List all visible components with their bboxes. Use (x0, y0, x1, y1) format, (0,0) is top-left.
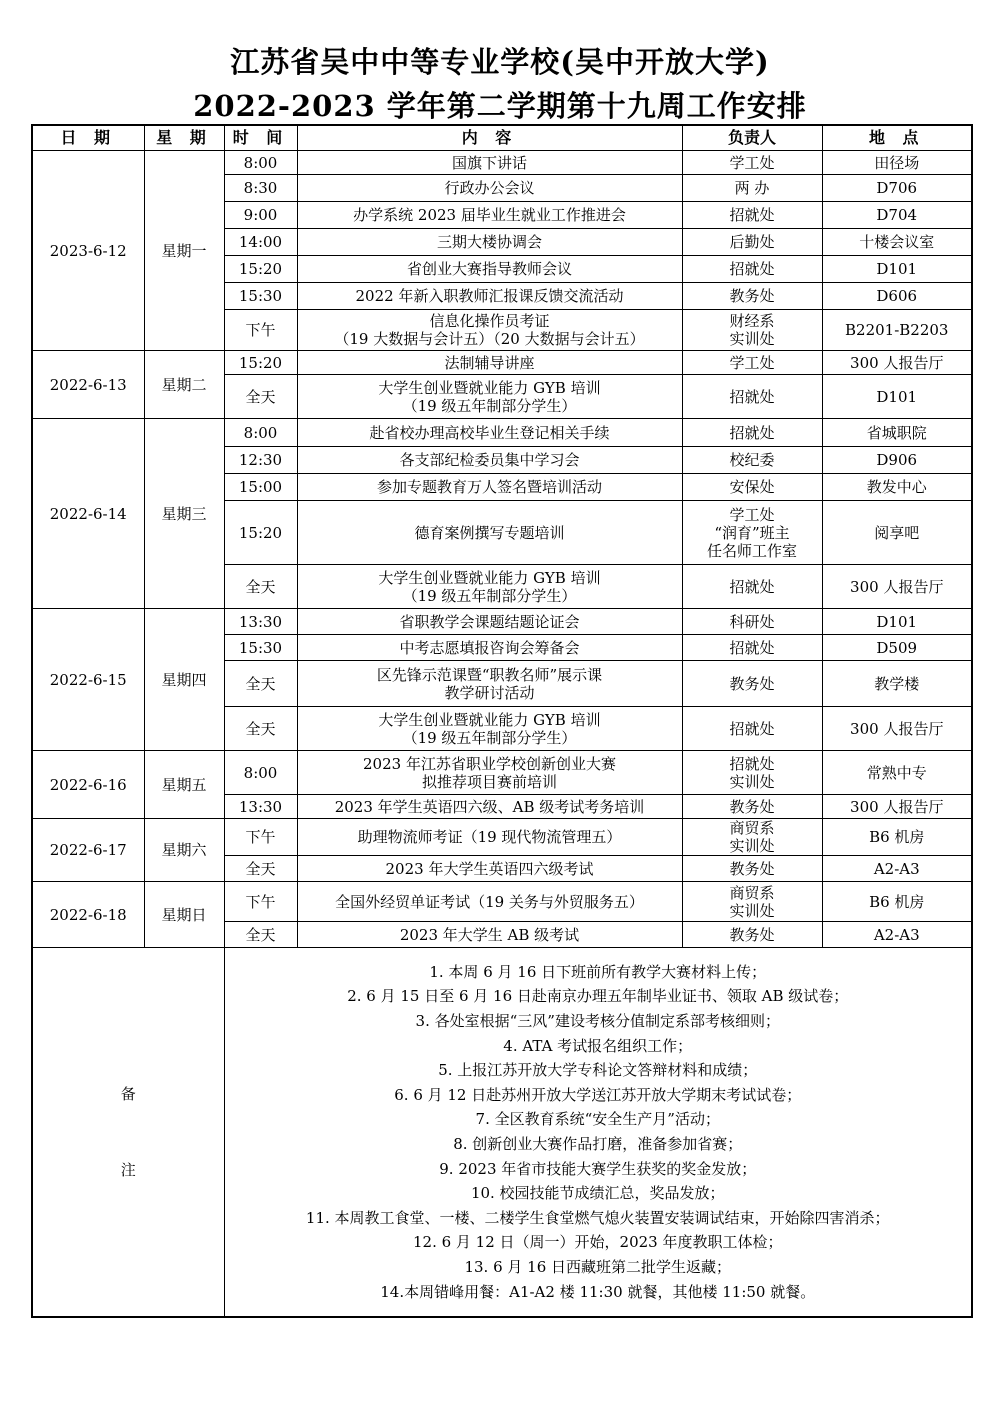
day-date: 2022-6-14 (32, 419, 144, 609)
event-owner (682, 474, 822, 501)
event-place: A2-A3 (822, 856, 972, 882)
note-item: 7. 全区教育系统“安全生产月”活动； (475, 1110, 720, 1129)
event-owner (682, 375, 822, 419)
event-owner-line: 实训处 (729, 901, 775, 920)
schedule-body (32, 151, 972, 948)
event-place: 教学楼 (822, 661, 972, 707)
event-owner-line: 招就处 (729, 260, 775, 278)
event-owner-line: 教务处 (729, 859, 775, 878)
note-item: 14.本周错峰用餐：A1-A2 楼 11:30 就餐，其他楼 11:50 就餐。 (380, 1282, 816, 1301)
event-content-line: 2023 年学生英语四六级、AB 级考试考务培训 (334, 797, 645, 816)
event-owner-line: 招就处 (729, 754, 775, 773)
event-place: 300 人报告厅 (822, 565, 972, 609)
event-owner (682, 202, 822, 229)
event-content (297, 202, 682, 229)
event-place: B6 机房 (822, 819, 972, 856)
event-time: 15:30 (224, 635, 297, 661)
event-content-line: 区先锋示范课暨“职教名师”展示课 (376, 665, 603, 684)
event-content-line: 法制辅导讲座 (444, 353, 535, 372)
event-time: 15:20 (224, 351, 297, 375)
event-content-line: 2023 年江苏省职业学校创新创业大赛 (363, 754, 616, 773)
event-place: D706 (822, 175, 972, 202)
event-content (297, 922, 682, 948)
event-owner-line: 学工处 (729, 505, 775, 524)
event-owner-line: 招就处 (729, 423, 775, 442)
day-date: 2022-6-13 (32, 351, 144, 419)
event-owner (682, 175, 822, 202)
event-time: 全天 (224, 707, 297, 751)
event-owner (682, 565, 822, 609)
event-owner-line: 商贸系 (729, 819, 775, 837)
day-date: 2022-6-16 (32, 751, 144, 819)
event-owner (682, 151, 822, 175)
event-place: 300 人报告厅 (822, 707, 972, 751)
note-item: 8. 创新创业大赛作品打磨，准备参加省赛； (453, 1135, 743, 1153)
event-place: D704 (822, 202, 972, 229)
event-content-line: （19 大数据与会计五）（20 大数据与会计五） (334, 330, 645, 348)
header-weekday: 星 期 (144, 125, 224, 151)
event-owner (682, 310, 822, 351)
event-content (297, 375, 682, 419)
page-title-line1: 江苏省吴中中等专业学校(吴中开放大学) (230, 45, 770, 79)
day-weekday: 星期四 (144, 609, 224, 751)
event-time: 15:20 (224, 501, 297, 565)
note-item: 6. 6 月 12 日赴苏州开放大学送江苏开放大学期末考试试卷； (394, 1085, 802, 1104)
event-content-line: 全国外经贸单证考试（19 关务与外贸服务五） (335, 892, 644, 911)
event-owner-line: 实训处 (729, 330, 775, 348)
day-date: 2022-6-15 (32, 609, 144, 751)
event-content-line: （19 级五年制部分学生） (402, 728, 577, 747)
event-owner (682, 256, 822, 283)
schedule-row (32, 419, 972, 447)
event-time: 15:30 (224, 283, 297, 310)
event-content-line: 德育案例撰写专题培训 (414, 523, 565, 542)
event-owner (682, 882, 822, 922)
event-content-line: 大学生创业暨就业能力 GYB 培训 (378, 378, 601, 397)
note-item: 12. 6 月 12 日（周一）开始，2023 年度教职工体检； (412, 1233, 783, 1252)
event-content-line: 赴省校办理高校毕业生登记相关手续 (369, 423, 610, 442)
event-content (297, 151, 682, 175)
schedule-row (32, 351, 972, 375)
event-owner (682, 751, 822, 795)
header-owner: 负责人 (682, 125, 822, 151)
event-place: D606 (822, 283, 972, 310)
event-content (297, 310, 682, 351)
event-place: D509 (822, 635, 972, 661)
event-time: 8:30 (224, 175, 297, 202)
event-content-line: 省职教学会课题结题论证会 (399, 612, 580, 631)
event-owner-line: 招就处 (729, 206, 775, 224)
event-owner (682, 856, 822, 882)
event-content (297, 609, 682, 635)
event-owner (682, 819, 822, 856)
event-owner (682, 609, 822, 635)
event-owner (682, 283, 822, 310)
event-owner (682, 707, 822, 751)
event-content-line: 三期大楼协调会 (436, 233, 542, 251)
event-owner-line: 实训处 (729, 772, 775, 791)
event-content-line: 信息化操作员考证 (429, 312, 550, 330)
header-time: 时 间 (224, 125, 297, 151)
event-owner (682, 229, 822, 256)
event-content (297, 565, 682, 609)
schedule-row (32, 609, 972, 635)
event-time: 14:00 (224, 229, 297, 256)
event-content-line: 教学研讨活动 (444, 683, 535, 702)
notes-list (224, 948, 972, 1318)
event-content (297, 283, 682, 310)
event-time: 15:20 (224, 256, 297, 283)
event-time: 8:00 (224, 151, 297, 175)
event-owner-line: 招就处 (729, 638, 775, 657)
event-place: D101 (822, 375, 972, 419)
event-owner-line: 校纪委 (729, 451, 775, 469)
event-owner-line: “润育”班主 (714, 523, 790, 542)
event-owner (682, 635, 822, 661)
day-date: 2022-6-18 (32, 882, 144, 948)
event-owner-line: 招就处 (729, 719, 775, 738)
event-content (297, 882, 682, 922)
event-owner-line: 学工处 (729, 153, 775, 172)
event-owner (682, 795, 822, 819)
event-content-line: 参加专题教育万人签名暨培训活动 (376, 478, 602, 496)
day-date: 2022-6-17 (32, 819, 144, 882)
event-time: 13:30 (224, 795, 297, 819)
event-place: 300 人报告厅 (822, 351, 972, 375)
event-owner-line: 安保处 (729, 478, 775, 496)
event-owner-line: 实训处 (729, 837, 775, 855)
event-time: 下午 (224, 819, 297, 856)
event-time: 8:00 (224, 419, 297, 447)
event-time: 12:30 (224, 447, 297, 474)
event-place: D101 (822, 256, 972, 283)
event-content-line: 各支部纪检委员集中学习会 (399, 451, 580, 469)
event-owner-line: 后勤处 (729, 233, 775, 251)
event-content-line: 大学生创业暨就业能力 GYB 培训 (378, 710, 601, 729)
event-place: 田径场 (822, 151, 972, 175)
header-content: 内 容 (297, 125, 682, 151)
day-weekday: 星期日 (144, 882, 224, 948)
event-time: 9:00 (224, 202, 297, 229)
notes-label-top: 备 (120, 1085, 136, 1103)
event-time: 全天 (224, 565, 297, 609)
event-owner (682, 661, 822, 707)
day-weekday: 星期三 (144, 419, 224, 609)
event-content (297, 351, 682, 375)
event-place: D906 (822, 447, 972, 474)
notes-row (32, 948, 972, 1318)
event-owner-line: 教务处 (729, 674, 775, 693)
event-content (297, 661, 682, 707)
event-place: 300 人报告厅 (822, 795, 972, 819)
event-owner-line: 招就处 (729, 577, 775, 596)
event-content (297, 419, 682, 447)
event-content-line: 2022 年新入职教师汇报课反馈交流活动 (355, 287, 624, 305)
note-item: 5. 上报江苏开放大学专科论文答辩材料和成绩； (438, 1061, 758, 1080)
event-time: 全天 (224, 922, 297, 948)
event-content-line: 拟推荐项目赛前培训 (421, 772, 557, 791)
header-place: 地 点 (822, 125, 972, 151)
event-time: 下午 (224, 882, 297, 922)
event-place: A2-A3 (822, 922, 972, 948)
event-content (297, 856, 682, 882)
note-item: 4. ATA 考试报名组织工作； (503, 1036, 693, 1055)
event-time: 下午 (224, 310, 297, 351)
schedule-row (32, 882, 972, 922)
event-content (297, 795, 682, 819)
event-content-line: 中考志愿填报咨询会筹备会 (399, 638, 580, 657)
event-owner-line: 两 办 (734, 179, 770, 197)
event-owner-line: 教务处 (729, 925, 775, 944)
schedule-row (32, 751, 972, 795)
event-place: 省城职院 (822, 419, 972, 447)
event-content-line: 省创业大赛指导教师会议 (406, 260, 572, 278)
day-weekday: 星期一 (144, 151, 224, 351)
notes-label (32, 948, 224, 1318)
event-content (297, 229, 682, 256)
event-time: 全天 (224, 856, 297, 882)
note-item: 9. 2023 年省市技能大赛学生获奖的奖金发放； (439, 1159, 757, 1178)
event-place: B2201-B2203 (822, 310, 972, 351)
event-content (297, 256, 682, 283)
schedule-row (32, 151, 972, 175)
header-row (32, 125, 972, 151)
notes-label-bottom: 注 (120, 1161, 136, 1179)
event-content-line: 行政办公会议 (444, 179, 535, 197)
event-time: 全天 (224, 661, 297, 707)
event-content-line: 大学生创业暨就业能力 GYB 培训 (378, 568, 601, 587)
event-content-line: 助理物流师考证（19 现代物流管理五） (357, 828, 622, 846)
event-owner-line: 任名师工作室 (706, 541, 797, 560)
event-owner-line: 教务处 (729, 287, 775, 305)
event-owner (682, 922, 822, 948)
event-content-line: 2023 年大学生英语四六级考试 (385, 859, 594, 878)
schedule-row (32, 819, 972, 856)
day-weekday: 星期五 (144, 751, 224, 819)
event-content-line: 2023 年大学生 AB 级考试 (399, 925, 580, 944)
event-content (297, 175, 682, 202)
event-owner-line: 财经系 (729, 312, 775, 330)
event-owner-line: 招就处 (729, 387, 775, 406)
note-item: 1. 本周 6 月 16 日下班前所有教学大赛材料上传； (429, 962, 767, 981)
event-owner (682, 419, 822, 447)
note-item: 2. 6 月 15 日至 6 月 16 日赴南京办理五年制毕业证书、领取 AB 级试卷； (347, 987, 849, 1006)
day-weekday: 星期六 (144, 819, 224, 882)
event-content (297, 751, 682, 795)
note-item: 13. 6 月 16 日西藏班第二批学生返藏； (464, 1257, 732, 1276)
event-owner (682, 501, 822, 565)
event-place: D101 (822, 609, 972, 635)
event-content (297, 474, 682, 501)
event-time: 13:30 (224, 609, 297, 635)
event-owner (682, 351, 822, 375)
day-weekday: 星期二 (144, 351, 224, 419)
event-content (297, 819, 682, 856)
day-date: 2023-6-12 (32, 151, 144, 351)
event-content-line: （19 级五年制部分学生） (402, 396, 577, 415)
schedule-table (31, 124, 973, 1318)
event-content (297, 635, 682, 661)
event-owner-line: 商贸系 (729, 883, 775, 902)
event-content (297, 447, 682, 474)
event-time: 15:00 (224, 474, 297, 501)
event-time: 8:00 (224, 751, 297, 795)
event-content-line: 国旗下讲话 (451, 153, 527, 172)
event-content-line: （19 级五年制部分学生） (402, 586, 577, 605)
event-owner-line: 学工处 (729, 353, 775, 372)
event-place: 十楼会议室 (822, 229, 972, 256)
event-place: 常熟中专 (822, 751, 972, 795)
event-place: B6 机房 (822, 882, 972, 922)
event-place: 教发中心 (822, 474, 972, 501)
event-content-line: 办学系统 2023 届毕业生就业工作推进会 (353, 206, 626, 224)
event-owner (682, 447, 822, 474)
note-item: 11. 本周教工食堂、一楼、二楼学生食堂燃气熄火装置安装调试结束，开始除四害消杀； (305, 1208, 890, 1227)
event-content (297, 707, 682, 751)
page-title-line2: 2022-2023 学年第二学期第十九周工作安排 (193, 89, 807, 123)
event-content (297, 501, 682, 565)
event-owner-line: 教务处 (729, 797, 775, 816)
event-time: 全天 (224, 375, 297, 419)
event-place: 阅享吧 (822, 501, 972, 565)
event-owner-line: 科研处 (729, 612, 775, 631)
note-item: 3. 各处室根据“三风”建设考核分值制定系部考核细则； (415, 1012, 780, 1031)
header-date: 日 期 (32, 125, 144, 151)
note-item: 10. 校园技能节成绩汇总，奖品发放； (470, 1184, 725, 1203)
